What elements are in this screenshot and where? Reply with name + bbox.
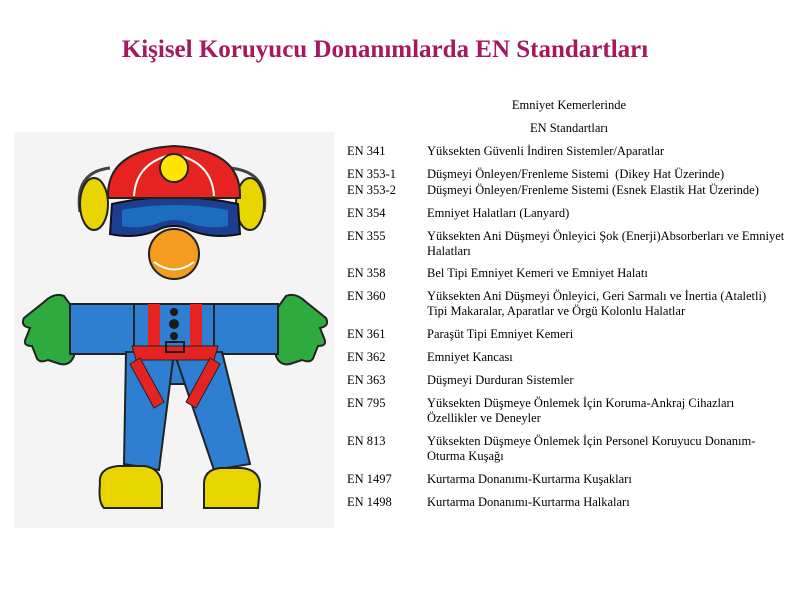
standard-description: Düşmeyi Durduran Sistemler [427, 373, 574, 387]
standard-code: EN 358 [347, 266, 386, 280]
standards-list [347, 144, 797, 509]
standard-row-en-813 [347, 434, 797, 464]
standard-description: Paraşüt Tipi Emniyet Kemeri [427, 327, 574, 341]
standard-code: EN 813 [347, 434, 386, 448]
standard-description: Kurtarma Donanımı-Kurtarma Halkaları [427, 495, 630, 509]
standard-row-en-362 [347, 350, 797, 365]
worker-harness-illustration [14, 132, 334, 528]
standard-code: EN 1498 [347, 495, 392, 509]
standard-row-en-358 [347, 266, 797, 281]
standard-code: EN 363 [347, 373, 386, 387]
standard-row-en-341 [347, 144, 797, 159]
standard-code: EN 795 [347, 396, 386, 410]
standard-row-en-354 [347, 206, 797, 221]
standard-description: Kurtarma Donanımı-Kurtarma Kuşakları [427, 472, 632, 486]
helmet-lamp-icon [160, 154, 188, 182]
standard-row-en-1497 [347, 472, 797, 487]
page-title: Kişisel Koruyucu Donanımlarda EN Standartları [121, 36, 649, 63]
standard-description: Yüksekten Düşmeye Önlemek İçin Koruma-Ankraj Cihazları Özellikler ve Deneyler [427, 396, 735, 425]
standard-code: EN 353-2 [347, 183, 396, 197]
standard-code: EN 361 [347, 327, 386, 341]
table-header-line2: EN Standartları [529, 121, 609, 135]
standard-code: EN 360 [347, 289, 386, 303]
standard-code: EN 1497 [347, 472, 392, 486]
standard-description: Düşmeyi Önleyen/Frenleme Sistemi (Dikey Hat Üzerinde) [427, 167, 725, 181]
standard-code: EN 362 [347, 350, 386, 364]
standard-description: Yüksekten Ani Düşmeyi Önleyici, Geri Sarmalı ve İnertia (Ataletli) Tipi Makaralar, Aparatlar ve Örgü Kolonlu Halatlar [427, 289, 767, 318]
standard-row-en-355 [347, 229, 797, 259]
standard-description: Emniyet Kancası [427, 350, 513, 364]
standard-row-en-353-2 [347, 183, 797, 198]
standard-code: EN 355 [347, 229, 386, 243]
standard-row-en-1498 [347, 495, 797, 510]
standard-row-en-363 [347, 373, 797, 388]
standard-description: Düşmeyi Önleyen/Frenleme Sistemi (Esnek Elastik Hat Üzerinde) [427, 183, 759, 197]
standard-code: EN 341 [347, 144, 386, 158]
standard-description: Emniyet Halatları (Lanyard) [427, 206, 570, 220]
standard-code: EN 354 [347, 206, 386, 220]
standard-row-en-360 [347, 289, 797, 319]
standard-row-en-353-1 [347, 167, 797, 182]
standard-description: Yüksekten Güvenli İndiren Sistemler/Aparatlar [427, 144, 665, 158]
standard-description: Yüksekten Düşmeye Önlemek İçin Personel Koruyucu Donanım-Oturma Kuşağı [427, 434, 756, 463]
table-header-line1: Emniyet Kemerlerinde [511, 98, 627, 112]
standard-description: Bel Tipi Emniyet Kemeri ve Emniyet Halatı [427, 266, 648, 280]
standard-description: Yüksekten Ani Düşmeyi Önleyici Şok (Enerji)Absorberları ve Emniyet Halatları [427, 229, 785, 258]
standard-code: EN 353-1 [347, 167, 396, 181]
face-icon [149, 229, 199, 279]
standard-row-en-361 [347, 327, 797, 342]
standard-row-en-795 [347, 396, 797, 426]
